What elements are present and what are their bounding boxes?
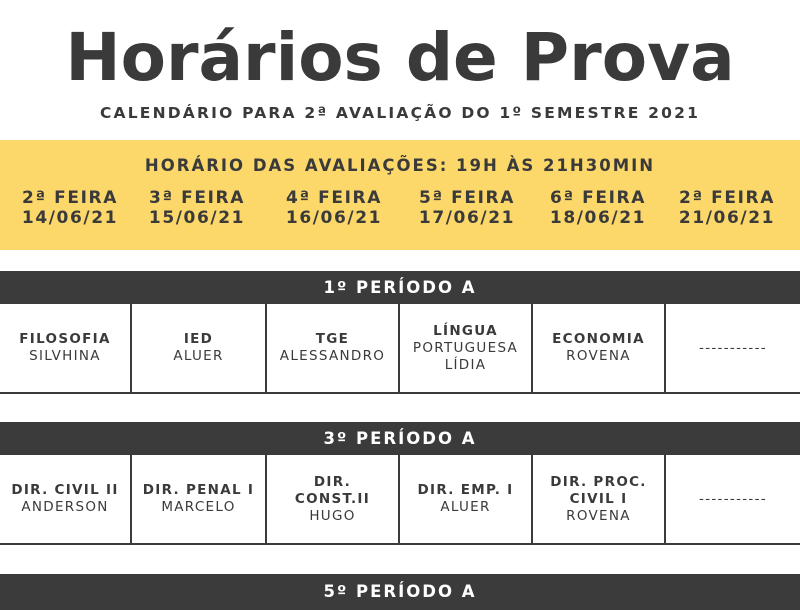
teacher-name: ALUER [173,348,224,364]
day-date: 21/06/21 [678,208,776,228]
subject-name: TGE [315,331,350,347]
subject-name-line2: CONST.II [294,490,371,507]
teacher-name: MARCELO [161,499,236,515]
day-date: 18/06/21 [549,208,647,228]
teacher-name: ROVENA [566,507,631,524]
subject-name: DIR. CIVIL II [11,482,119,498]
day-weekday: 5ª FEIRA [419,188,515,208]
exam-cell [533,455,664,543]
subject-name: DIR. EMP. I [417,482,514,498]
period-header-1: 1º PERÍODO A [0,271,800,304]
subject-name: FILOSOFIA [19,331,111,347]
period-row-1 [0,304,800,394]
subject-name: DIR. [313,473,352,490]
day-weekday: 3ª FEIRA [149,188,245,208]
empty-placeholder: ----------- [699,490,767,507]
day-header-row [0,188,800,232]
exam-cell [132,304,265,392]
day-date: 16/06/21 [285,208,383,228]
teacher-name: ALESSANDRO [279,348,386,364]
day-weekday: 6ª FEIRA [550,188,646,208]
empty-placeholder: ----------- [699,339,767,356]
day-5 [533,188,663,228]
subject-name: DIR. PENAL I [142,482,255,498]
day-3 [269,188,399,228]
day-weekday: 2ª FEIRA [22,188,118,208]
period-row-3 [0,455,800,545]
exam-cell [400,304,531,392]
period-header-3: 3º PERÍODO A [0,422,800,455]
page-subtitle: CALENDÁRIO PARA 2ª AVALIAÇÃO DO 1º SEMESTRE 2021 [99,104,701,122]
subject-name: DIR. PROC. [550,473,647,490]
exam-cell [267,455,398,543]
day-4 [402,188,532,228]
exam-cell [400,455,531,543]
exam-cell [533,304,664,392]
teacher-name: HUGO [309,507,356,524]
exam-cell-empty [666,455,800,543]
day-date: 14/06/21 [21,208,119,228]
day-1 [5,188,135,228]
exam-cell [0,455,130,543]
day-date: 15/06/21 [148,208,246,228]
subject-name: ECONOMIA [552,331,645,347]
subject-name: LÍNGUA [433,322,498,339]
schedule-banner [0,140,800,250]
day-date: 17/06/21 [418,208,516,228]
subject-name-line2: CIVIL I [569,490,628,507]
day-weekday: 2ª FEIRA [679,188,775,208]
page-title: Horários de Prova [65,19,735,96]
exam-cell [0,304,130,392]
period-header-5: 5º PERÍODO A [0,574,800,610]
day-weekday: 4ª FEIRA [286,188,382,208]
day-2 [132,188,262,228]
teacher-name: LÍDIA [444,356,487,373]
teacher-name: SILVHINA [29,348,101,364]
teacher-name: ALUER [440,499,491,515]
teacher-name: ROVENA [566,348,631,364]
exam-cell [267,304,398,392]
exam-cell-empty [666,304,800,392]
exam-cell [132,455,265,543]
day-6 [662,188,792,228]
subject-name-line2: PORTUGUESA [412,339,519,356]
exam-hours: HORÁRIO DAS AVALIAÇÕES: 19H ÀS 21H30MIN [144,156,656,175]
teacher-name: ANDERSON [21,499,109,515]
subject-name: IED [183,331,214,347]
